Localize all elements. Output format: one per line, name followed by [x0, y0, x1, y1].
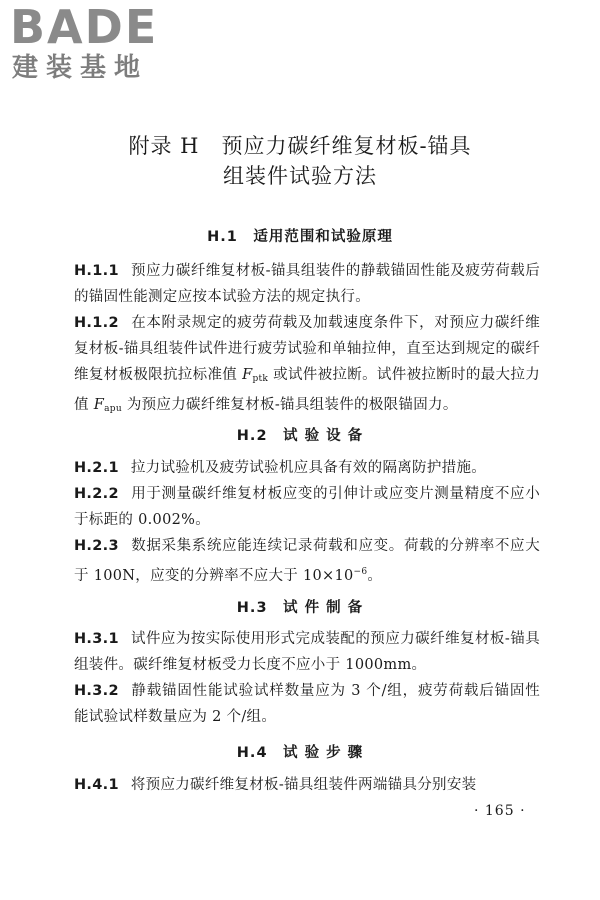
paragraph-h23	[74, 533, 540, 589]
clause-text: 试件应为按实际使用形式完成装配的预应力碳纤维复材板-锚具组装件。碳纤维复材板受力长度不应小于 1000mm。	[74, 631, 540, 673]
symbol-f: F	[242, 367, 253, 383]
clause-text: 或试件被拉断。试件被拉断时的最大拉力值	[74, 367, 540, 413]
clause-number: H.2.1	[74, 460, 119, 476]
clause-text: 预应力碳纤维复材板-锚具组装件的静载锚固性能及疲劳荷载后的锚固性能测定应按本试验方法的规定执行。	[74, 263, 540, 305]
symbol-subscript: apu	[104, 404, 122, 414]
page-number: · 165 ·	[474, 803, 526, 819]
section-heading-h2: H.2 试 验 设 备	[236, 428, 364, 444]
appendix-title-line2: 组装件试验方法	[223, 164, 377, 188]
symbol-subscript: ptk	[252, 374, 269, 384]
clause-text: 静载锚固性能试验试样数量应为 3 个/组，疲劳荷载后锚固性能试验试样数量应为 2 个/组。	[74, 683, 540, 725]
exponent: −6	[353, 567, 368, 577]
clause-text: 为预应力碳纤维复材板-锚具组装件的极限锚固力。	[121, 397, 458, 413]
section-heading-h1: H.1 适用范围和试验原理	[207, 229, 393, 245]
symbol-f: F	[93, 397, 105, 413]
clause-number: H.4.1	[74, 777, 119, 793]
paragraph-h41	[74, 772, 540, 798]
paragraph-h12	[74, 310, 540, 422]
bade-logo	[10, 2, 180, 87]
clause-number: H.3.2	[74, 683, 119, 699]
clause-number: H.2.3	[74, 538, 119, 554]
section-h1-body	[74, 258, 540, 422]
clause-number: H.3.1	[74, 631, 119, 647]
paragraph-h21	[74, 455, 540, 481]
clause-text: 拉力试验机及疲劳试验机应具备有效的隔离防护措施。	[130, 460, 487, 476]
clause-text: 用于测量碳纤维复材板应变的引伸计或应变片测量精度不应小于标距的 0.002%。	[74, 486, 540, 528]
section-heading-h3: H.3 试 件 制 备	[236, 600, 364, 616]
paragraph-h11	[74, 258, 540, 310]
clause-text: 在本附录规定的疲劳荷载及加载速度条件下，对预应力碳纤维复材板-锚具组装件试件进行疲劳试验和单轴拉伸，直至达到规定的碳纤维复材板极限抗拉标准值	[74, 315, 540, 383]
section-heading-h4: H.4 试 验 步 骤	[236, 745, 364, 761]
clause-number: H.1.2	[74, 315, 119, 331]
logo-wordmark: BADE	[10, 0, 159, 54]
paragraph-h22	[74, 481, 540, 533]
clause-text: 数据采集系统应能连续记录荷载和应变。荷载的分辨率不应大于 100N，应变的分辨率不应大于 10×10	[74, 538, 540, 584]
paragraph-h32	[74, 678, 540, 730]
paragraph-h31	[74, 626, 540, 678]
section-h2-body	[74, 455, 540, 589]
clause-number: H.1.1	[74, 263, 119, 279]
appendix-title-line1: 附录 H 预应力碳纤维复材板-锚具	[128, 134, 472, 158]
section-h4-body	[74, 772, 540, 798]
logo-subtitle: 建装基地	[12, 53, 149, 83]
clause-text: 。	[367, 568, 383, 584]
clause-number: H.2.2	[74, 486, 119, 502]
section-h3-body	[74, 626, 540, 730]
clause-text: 将预应力碳纤维复材板-锚具组装件两端锚具分别安装	[130, 777, 477, 793]
